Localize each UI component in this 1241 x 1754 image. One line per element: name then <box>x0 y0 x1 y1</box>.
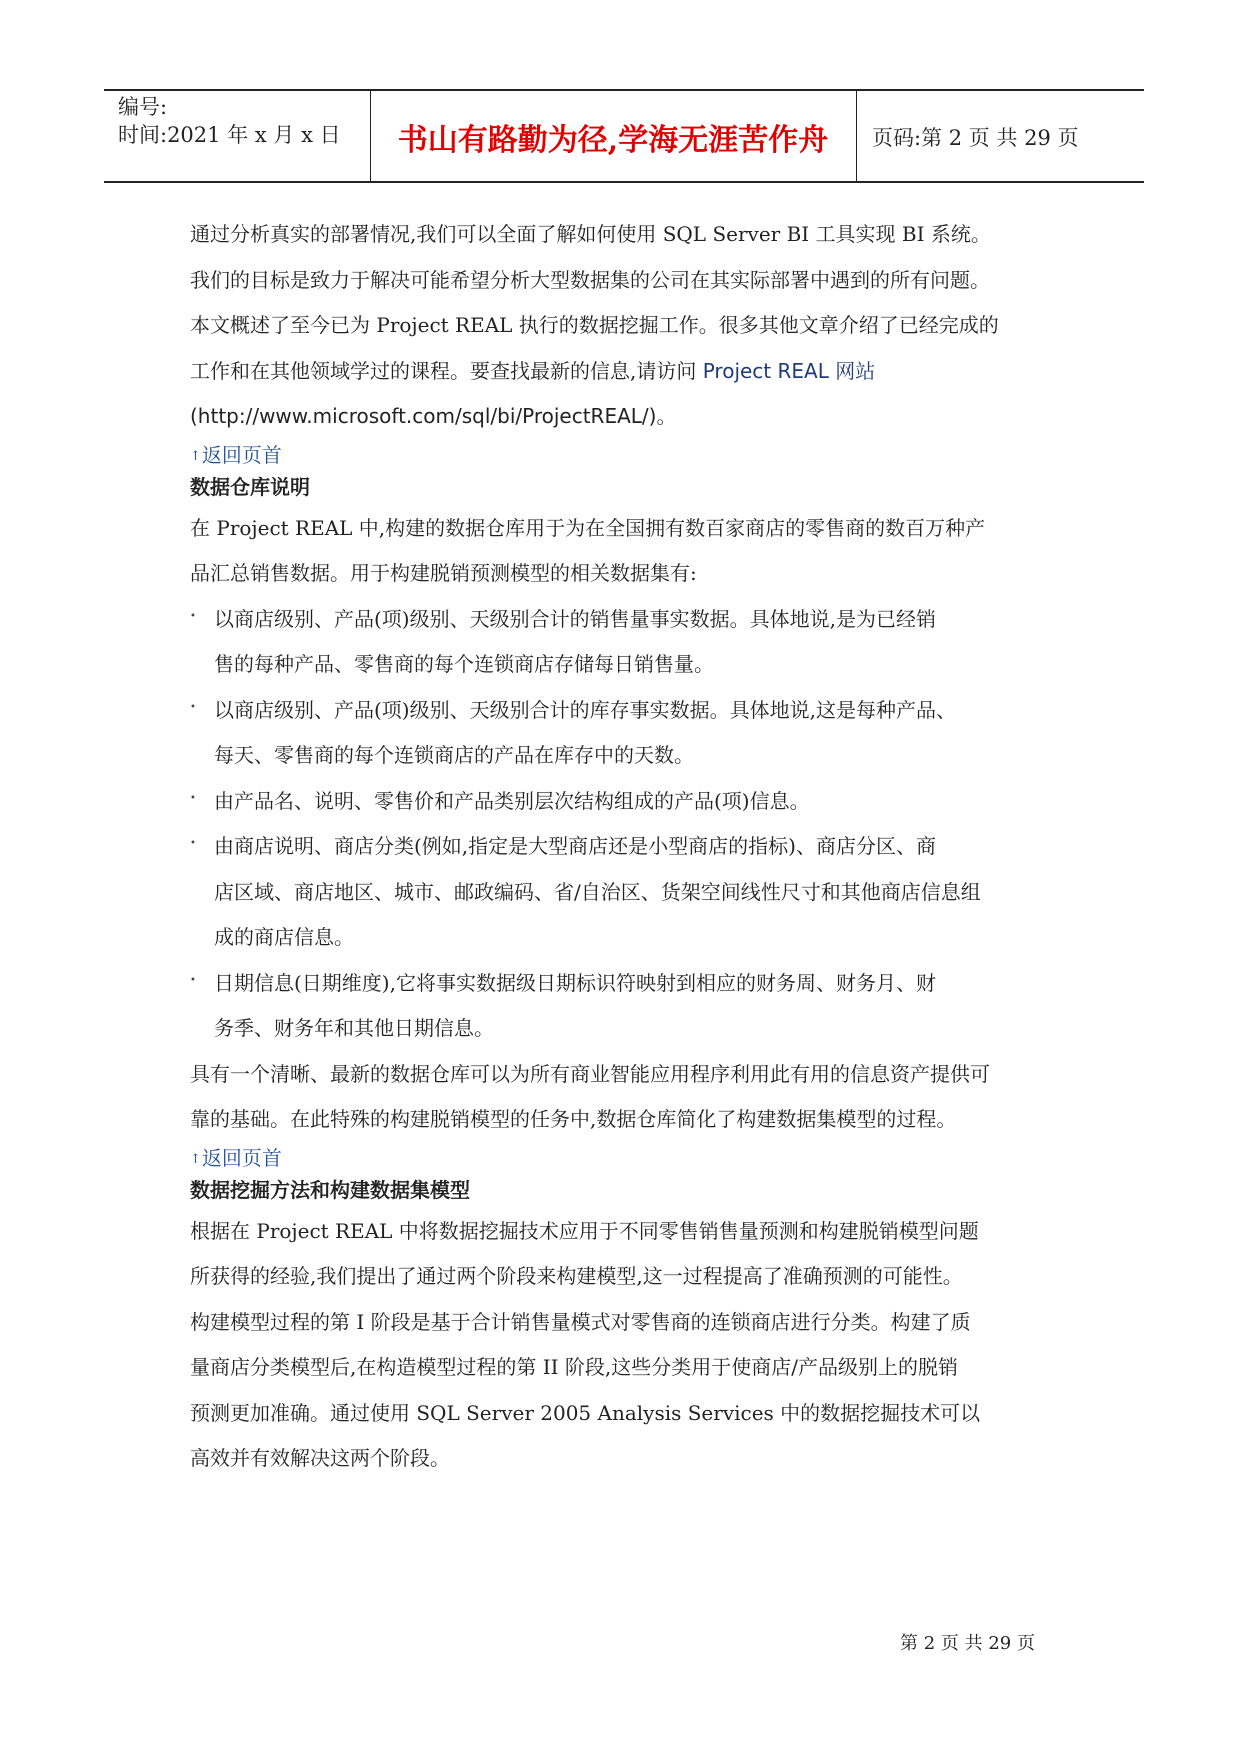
section-paragraph-line: 所获得的经验,我们提出了通过两个阶段来构建模型,这一过程提高了准确预测的可能性。 <box>190 1264 963 1288</box>
bullet-line: 由商店说明、商店分类(例如,指定是大型商店还是小型商店的指标)、商店分区、商 <box>214 834 936 858</box>
page-header <box>104 89 1144 183</box>
back-to-top-link[interactable] <box>190 1143 1070 1173</box>
section-paragraph-line: 构建模型过程的第 I 阶段是基于合计销售量模式对零售商的连锁商店进行分类。构建了质 <box>190 1309 971 1334</box>
project-real-url[interactable]: (http://www.microsoft.com/sql/bi/ProjectREAL/)。 <box>190 404 677 428</box>
section-paragraph-line: 根据在 Project REAL 中将数据挖掘技术应用于不同零售销售量预测和构建脱销模型问题 <box>190 1218 979 1243</box>
bullet-item <box>190 961 1070 1052</box>
back-to-top-link[interactable] <box>190 440 1070 470</box>
bullet-marker: • <box>190 974 196 986</box>
section-paragraph-line: 品汇总销售数据。用于构建脱销预测模型的相关数据集有: <box>190 561 697 585</box>
section-paragraph-line: 预测更加准确。通过使用 SQL Server 2005 Analysis Services 中的数据挖掘技术可以 <box>190 1400 981 1425</box>
intro-line: 我们的目标是致力于解决可能希望分析大型数据集的公司在其实际部署中遇到的所有问题。 <box>190 267 990 292</box>
bullet-line: 务季、财务年和其他日期信息。 <box>214 1016 494 1040</box>
bullet-marker: • <box>190 610 196 622</box>
intro-line <box>190 349 1070 395</box>
bullet-line: 日期信息(日期维度),它将事实数据级日期标识符映射到相应的财务周、财务月、财 <box>214 970 936 995</box>
section-paragraph-line: 在 Project REAL 中,构建的数据仓库用于为在全国拥有数百家商店的零售商的数百万种产 <box>190 515 986 540</box>
bullet-marker: • <box>190 792 196 804</box>
back-to-top-label: 返回页首 <box>201 1145 282 1170</box>
bullet-line: 以商店级别、产品(项)级别、天级别合计的销售量事实数据。具体地说,是为已经销 <box>214 606 936 631</box>
intro-line: 本文概述了至今已为 Project REAL 执行的数据挖掘工作。很多其他文章介绍了已经完成的 <box>190 313 999 337</box>
document-body <box>190 212 1070 1482</box>
bullet-item <box>190 779 1070 825</box>
intro-line-text: 工作和在其他领域学过的课程。要查找最新的信息,请访问 <box>190 358 697 383</box>
section-paragraph-line: 靠的基础。在此特殊的构建脱销模型的任务中,数据仓库简化了构建数据集模型的过程。 <box>190 1107 957 1131</box>
intro-line: 通过分析真实的部署情况,我们可以全面了解如何使用 SQL Server BI 工具实现 BI 系统。 <box>190 222 991 246</box>
bullet-line: 以商店级别、产品(项)级别、天级别合计的库存事实数据。具体地说,这是每种产品、 <box>214 697 956 722</box>
section-heading: 数据挖掘方法和构建数据集模型 <box>190 1177 470 1202</box>
bullet-marker: • <box>190 701 196 713</box>
bullet-line: 店区域、商店地区、城市、邮政编码、省/自治区、货架空间线性尺寸和其他商店信息组 <box>214 879 981 904</box>
header-motto: 书山有路勤为径,学海无涯苦作舟 <box>397 123 829 158</box>
header-page-code: 页码:第 2 页 共 29 页 <box>872 126 1079 150</box>
bullet-marker: • <box>190 838 196 849</box>
document-date-label: 时间:2021 年 x 月 x 日 <box>118 123 341 147</box>
page-footer: 第 2 页 共 29 页 <box>900 1633 1035 1654</box>
bullet-line: 由产品名、说明、零售价和产品类别层次结构组成的产品(项)信息。 <box>214 788 810 813</box>
bullet-item <box>190 824 1070 961</box>
project-real-link[interactable]: Project REAL 网站 <box>702 358 876 383</box>
header-meta <box>118 93 341 149</box>
section-paragraph-line: 量商店分类模型后,在构造模型过程的第 II 阶段,这些分类用于使商店/产品级别上的脱销 <box>190 1355 958 1379</box>
bullet-item <box>190 688 1070 779</box>
bullet-item <box>190 597 1070 688</box>
bullet-line: 每天、零售商的每个连锁商店的产品在库存中的天数。 <box>214 743 694 767</box>
section-paragraph-line: 高效并有效解决这两个阶段。 <box>190 1446 450 1470</box>
back-to-top-label: 返回页首 <box>201 442 282 467</box>
bullet-line: 售的每种产品、零售商的每个连锁商店存储每日销售量。 <box>214 652 714 676</box>
document-number-label: 编号: <box>118 95 168 119</box>
up-arrow-icon: ↑ <box>190 1151 201 1167</box>
bullet-line: 成的商店信息。 <box>214 925 354 949</box>
section-paragraph-line: 具有一个清晰、最新的数据仓库可以为所有商业智能应用程序利用此有用的信息资产提供可 <box>190 1061 990 1086</box>
section-heading: 数据仓库说明 <box>190 474 310 499</box>
up-arrow-icon: ↑ <box>190 448 201 464</box>
